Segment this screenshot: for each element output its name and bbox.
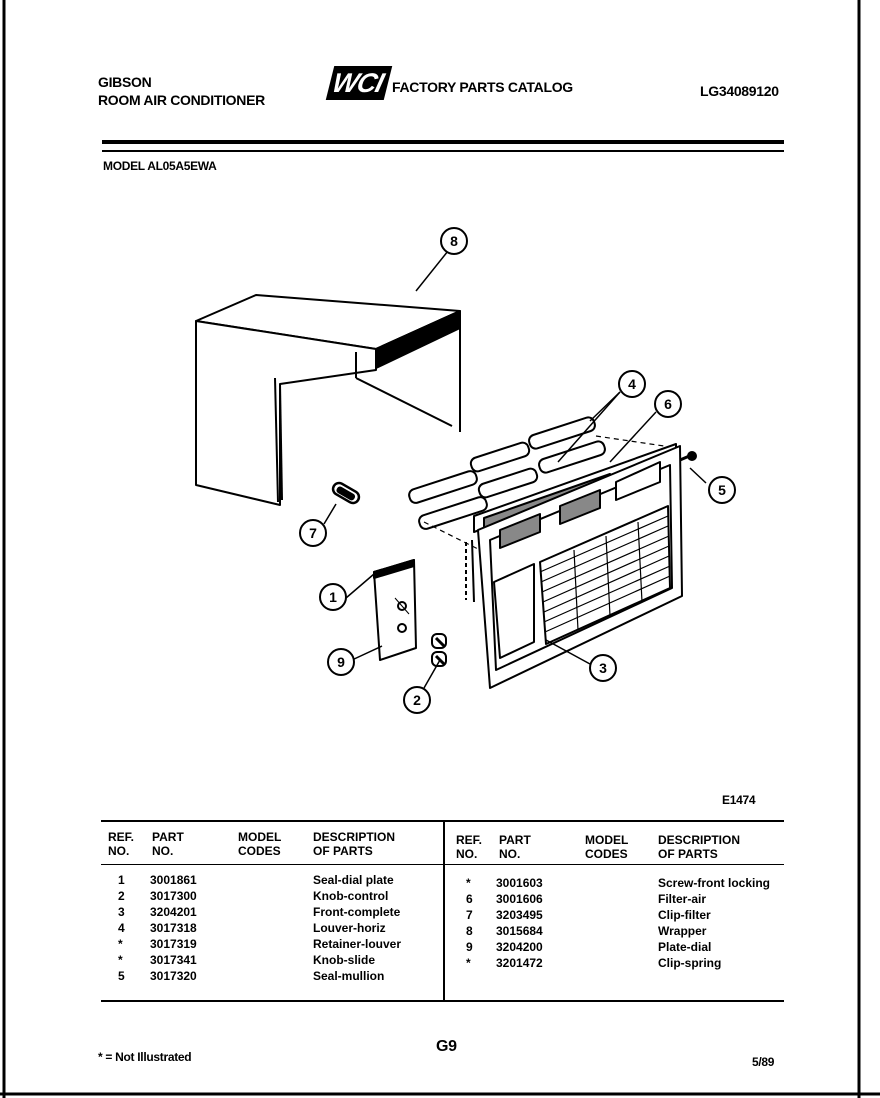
brand-name: GIBSON [98,74,152,90]
revision-date: 5/89 [752,1055,775,1069]
col-desc-right: DESCRIPTION OF PARTS [658,833,741,861]
svg-text:4: 4 [628,376,636,392]
callout-5 [709,477,735,503]
table-row: 1 3001861 Seal-dial plate [118,873,394,887]
table-row: 8 3015684 Wrapper [466,924,707,938]
model-label: MODEL AL05A5EWA [103,159,217,173]
col-part-right: PART NO. [499,833,531,861]
svg-text:7: 7 [309,525,317,541]
svg-text:8: 8 [450,233,458,249]
col-ref-right: REF. NO. [456,833,483,861]
figure-code: E1474 [722,793,756,807]
product-name: ROOM AIR CONDITIONER [98,92,265,108]
table-row: 2 3017300 Knob-control [118,889,389,903]
catalog-title: FACTORY PARTS CATALOG [392,79,573,95]
table-row: 5 3017320 Seal-mullion [118,969,385,983]
table-row: 4 3017318 Louver-horiz [118,921,386,935]
callout-4 [619,371,645,397]
callout-2 [404,687,430,713]
col-model-right: MODEL CODES [585,833,629,861]
col-desc-left: DESCRIPTION OF PARTS [313,830,396,858]
svg-text:6: 6 [664,396,672,412]
col-model-left: MODEL CODES [238,830,282,858]
header-rule-thick [102,140,784,144]
table-row: * 3201472 Clip-spring [466,956,722,970]
table-row: 9 3204200 Plate-dial [466,940,712,954]
wci-logo: WCI [326,66,392,100]
screw-drawing [680,452,696,460]
table-row: * 3017341 Knob-slide [118,953,375,967]
svg-text:9: 9 [337,654,345,670]
right-parts-list [448,876,784,972]
callout-3 [590,655,616,681]
table-row: 7 3203495 Clip-filter [466,908,711,922]
page-number: G9 [436,1038,457,1055]
not-illustrated-note: * = Not Illustrated [98,1050,192,1064]
table-row: * 3017319 Retainer-louver [118,937,402,951]
header-rule-thin [102,150,784,152]
callout-8 [441,228,467,254]
svg-text:3: 3 [599,660,607,676]
table-row: 6 3001606 Filter-air [466,892,707,906]
catalog-code: LG34089120 [700,83,779,99]
callout-7 [300,520,326,546]
col-ref-left: REF. NO. [108,830,135,858]
wrapper-drawing [196,295,460,505]
callout-1 [320,584,346,610]
svg-text:1: 1 [329,589,337,605]
dial-plate-drawing [374,560,416,660]
table-row: * 3001603 Screw-front locking [466,876,771,890]
left-parts-list [100,873,440,985]
callout-6 [655,391,681,417]
col-part-left: PART NO. [152,830,184,858]
table-center-divider [443,820,445,1002]
svg-text:2: 2 [413,692,421,708]
table-row: 3 3204201 Front-complete [118,905,401,919]
svg-text:5: 5 [718,482,726,498]
callout-9 [328,649,354,675]
exploded-parts-diagram [0,200,880,720]
clip-filter-drawing [331,481,361,505]
